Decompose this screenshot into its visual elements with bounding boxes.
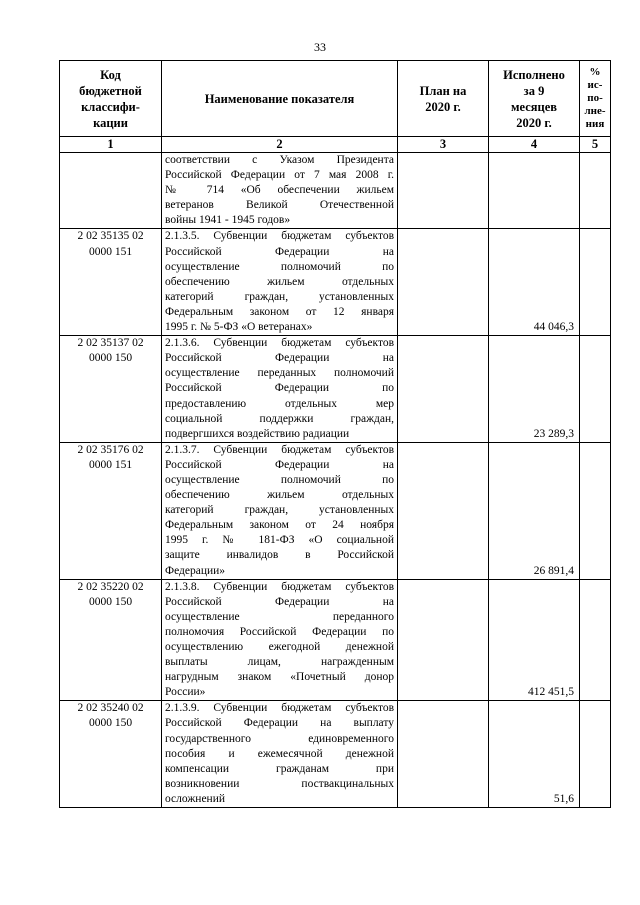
indicator-name: 2.1.3.9. Субвенции бюджетам субъектов Российской Федерации на выплату государственного единовременного пособия и ежемесячной денежной компенсации гражданам при возникновении поствакцинальных осложнений <box>162 701 398 808</box>
column-number-row <box>60 137 611 153</box>
table-body <box>60 153 611 808</box>
column-number: 5 <box>580 137 611 153</box>
table-row <box>60 229 611 336</box>
percent-value <box>580 229 611 336</box>
indicator-name: 2.1.3.6. Субвенции бюджетам субъектов Российской Федерации на осуществление переданных полномочий Российской Федерации по предоставлению отдельных мер социальной поддержки граждан, подвергшихся воздействию радиации <box>162 336 398 443</box>
executed-value: 51,6 <box>489 701 580 808</box>
column-number: 2 <box>162 137 398 153</box>
budget-code: 2 02 35176 02 0000 151 <box>60 442 162 579</box>
header-indicator-name: Наименование показателя <box>162 61 398 137</box>
indicator-name: 2.1.3.5. Субвенции бюджетам субъектов Российской Федерации на осуществление полномочий по обеспечению жильем отдельных категорий граждан, установленных Федеральным законом от 12 января 1995 г. № 5-ФЗ «О ветеранах» <box>162 229 398 336</box>
table-row <box>60 153 611 229</box>
budget-code: 2 02 35220 02 0000 150 <box>60 579 162 701</box>
table-row <box>60 442 611 579</box>
table-row <box>60 701 611 808</box>
indicator-name: 2.1.3.7. Субвенции бюджетам субъектов Российской Федерации на осуществление полномочий по обеспечению жильем отдельных категорий граждан, установленных Федеральным законом от 24 ноября 1995 г. № 181-ФЗ «О социальной защите инвалидов в Российской Федерации» <box>162 442 398 579</box>
header-executed: Исполнено за 9 месяцев 2020 г. <box>489 61 580 137</box>
plan-value <box>398 579 489 701</box>
percent-value <box>580 579 611 701</box>
percent-value <box>580 701 611 808</box>
executed-value: 23 289,3 <box>489 336 580 443</box>
page-number: 33 <box>314 40 326 54</box>
percent-value <box>580 336 611 443</box>
plan-value <box>398 229 489 336</box>
budget-code <box>60 153 162 229</box>
table-row <box>60 336 611 443</box>
budget-code: 2 02 35135 02 0000 151 <box>60 229 162 336</box>
column-number: 4 <box>489 137 580 153</box>
column-number: 1 <box>60 137 162 153</box>
plan-value <box>398 442 489 579</box>
budget-code: 2 02 35137 02 0000 150 <box>60 336 162 443</box>
executed-value: 412 451,5 <box>489 579 580 701</box>
column-number: 3 <box>398 137 489 153</box>
header-plan: План на 2020 г. <box>398 61 489 137</box>
header-percent: % ис- по- лне- ния <box>580 61 611 137</box>
executed-value: 26 891,4 <box>489 442 580 579</box>
table-row <box>60 579 611 701</box>
table-header-row <box>60 61 611 137</box>
executed-value <box>489 153 580 229</box>
budget-code: 2 02 35240 02 0000 150 <box>60 701 162 808</box>
budget-table <box>59 60 611 808</box>
indicator-name: соответствии с Указом Президента Российской Федерации от 7 мая 2008 г. № 714 «Об обеспечении жильем ветеранов Великой Отечественной войны 1941 - 1945 годов» <box>162 153 398 229</box>
executed-value: 44 046,3 <box>489 229 580 336</box>
plan-value <box>398 153 489 229</box>
percent-value <box>580 442 611 579</box>
plan-value <box>398 701 489 808</box>
plan-value <box>398 336 489 443</box>
indicator-name: 2.1.3.8. Субвенции бюджетам субъектов Российской Федерации на осуществление переданного полномочия Российской Федерации по осуществлению ежегодной денежной выплаты лицам, награжденным нагрудным знаком «Почетный донор России» <box>162 579 398 701</box>
percent-value <box>580 153 611 229</box>
header-code: Код бюджетной классифи- кации <box>60 61 162 137</box>
